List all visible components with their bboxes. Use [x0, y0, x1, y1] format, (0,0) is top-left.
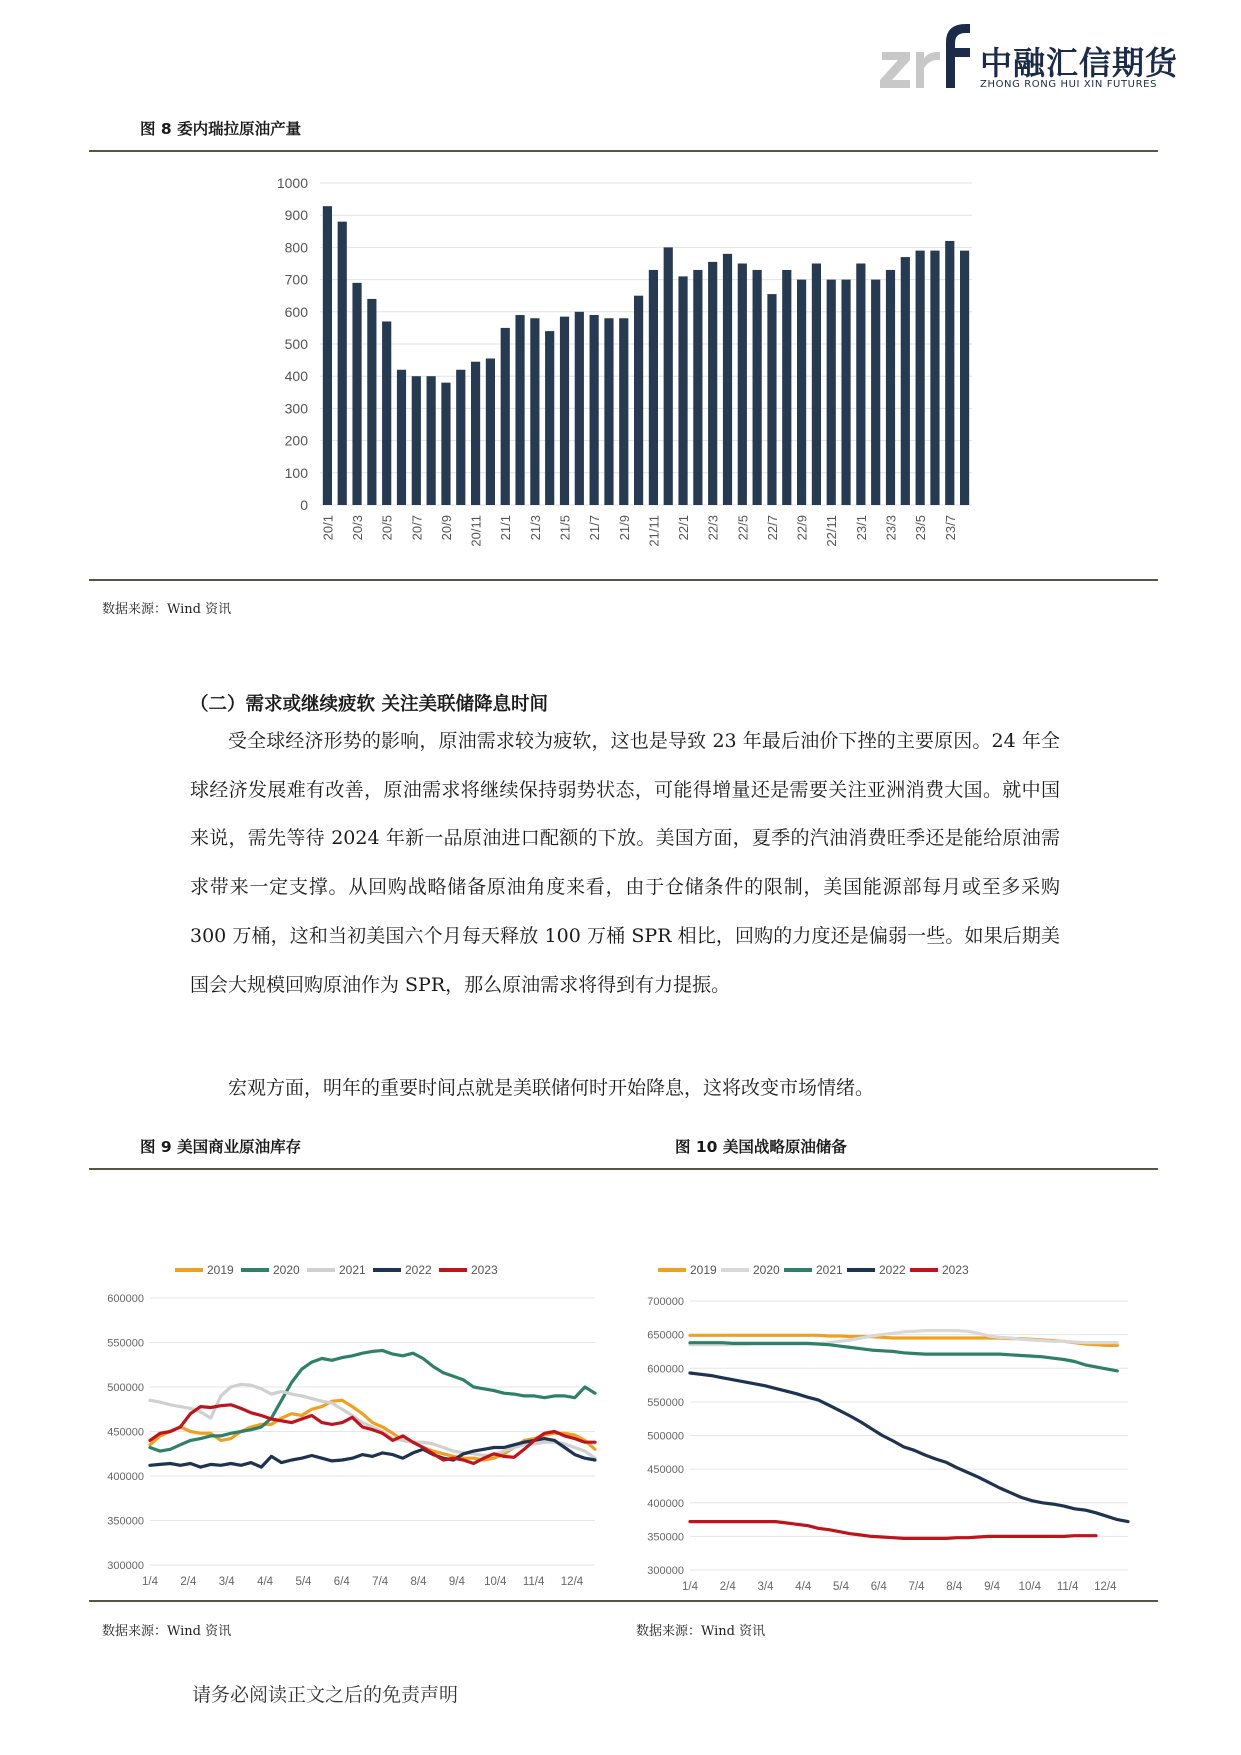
x-tick-label: 22/1: [676, 515, 692, 541]
x-tick-label: 11/4: [522, 1576, 545, 1588]
y-tick-label: 650000: [647, 1329, 684, 1342]
us-strategic-petroleum-reserve-chart: [628, 1185, 1158, 1595]
bar: [782, 270, 791, 505]
bar: [619, 318, 628, 505]
bar: [352, 283, 361, 505]
company-logo-icon: [880, 22, 970, 90]
bar: [545, 331, 554, 505]
x-tick-label: 3/4: [757, 1581, 774, 1593]
x-tick-label: 21/3: [527, 515, 543, 541]
bar: [930, 251, 939, 505]
x-tick-label: 22/9: [794, 515, 810, 541]
us-commercial-crude-inventory-chart: [90, 1185, 625, 1595]
bar: [323, 206, 332, 505]
bar: [960, 251, 969, 505]
y-tick-label: 900: [284, 207, 308, 224]
bar: [678, 276, 687, 505]
y-tick-label: 350000: [647, 1531, 684, 1544]
bar: [723, 254, 732, 505]
legend-label: 2019: [690, 1263, 717, 1277]
x-tick-label: 21/9: [616, 515, 632, 541]
y-tick-label: 600000: [647, 1363, 684, 1376]
venezuela-production-bar-chart: [250, 170, 990, 570]
bar: [841, 280, 850, 505]
bar: [708, 262, 717, 505]
x-tick-label: 9/4: [448, 1576, 465, 1588]
x-tick-label: 21/1: [498, 515, 514, 541]
legend-label: 2021: [816, 1263, 843, 1277]
legend-label: 2020: [753, 1263, 780, 1277]
x-tick-label: 12/4: [1094, 1581, 1117, 1593]
bar: [382, 321, 391, 505]
figure-10-source: 数据来源：Wind 资讯: [636, 1624, 766, 1639]
bar: [456, 370, 465, 505]
x-tick-label: 12/4: [560, 1576, 584, 1588]
bar: [856, 264, 865, 506]
x-tick-label: 5/4: [833, 1581, 850, 1593]
x-tick-label: 22/7: [764, 515, 780, 541]
bar: [916, 251, 925, 505]
series-line-2020: [150, 1351, 595, 1452]
x-tick-label: 6/4: [870, 1581, 887, 1593]
figure-9-10-top-rule: [89, 1168, 1158, 1170]
logo-text: 中融汇信期货: [980, 44, 1179, 82]
section-heading: （二）需求或继续疲软 关注美联储降息时间: [190, 694, 548, 715]
bar: [753, 270, 762, 505]
figure-9-title: 图 9 美国商业原油库存: [140, 1138, 302, 1156]
legend-label: 2020: [273, 1263, 300, 1277]
y-tick-label: 400000: [647, 1497, 684, 1510]
x-tick-label: 23/3: [883, 515, 899, 541]
bar: [812, 264, 821, 506]
plot-area: [107, 1293, 595, 1588]
logo-english-text: ZHONG RONG HUI XIN FUTURES: [980, 79, 1158, 90]
figure-10-title: 图 10 美国战略原油储备: [675, 1138, 847, 1156]
figure-8-title: 图 8 委内瑞拉原油产量: [140, 120, 302, 138]
x-tick-label: 8/4: [946, 1581, 963, 1593]
x-tick-label: 8/4: [410, 1576, 427, 1588]
series-line-2023: [150, 1405, 595, 1464]
series-line-2022: [690, 1373, 1128, 1522]
x-tick-label: 20/9: [438, 515, 454, 541]
legend-label: 2023: [942, 1263, 969, 1277]
bar: [471, 362, 480, 505]
body-paragraph-1: 受全球经济形势的影响，原油需求较为疲软，这也是导致 23 年最后油价下挫的主要原因。24 年全球经济发展难有改善，原油需求将继续保持弱势状态，可能得增量还是需要关注亚洲消费大国。就中国来说，需先等待 2024 年新一品原油进口配额的下放。美国方面，夏季的汽油消费旺季还是能给原油需求带来一定支撑。从回购战略储备原油角度来看，由于仓储条件的限制，美国能源部每月或至多采购 300 万桶，这和当初美国六个月每天释放 100 万桶 SPR 相比，回购的力度还是偏弱一些。如果后期美国会大规模回购原油作为 SPR，那么原油需求将得到有力提振。: [190, 730, 1060, 996]
legend-label: 2022: [879, 1263, 906, 1277]
figure-8-top-rule: [89, 150, 1158, 152]
bar: [441, 383, 450, 505]
x-tick-label: 20/5: [379, 515, 395, 541]
x-tick-label: 6/4: [333, 1576, 350, 1588]
x-tick-label: 20/7: [409, 515, 425, 541]
x-tick-label: 5/4: [295, 1576, 312, 1588]
bar: [397, 370, 406, 505]
y-tick-label: 1000: [276, 175, 308, 191]
legend-label: 2022: [405, 1263, 432, 1277]
bar: [767, 294, 776, 505]
x-tick-label: 23/5: [913, 515, 929, 541]
y-tick-label: 700: [284, 271, 308, 288]
x-tick-label: 22/11: [824, 515, 840, 547]
bar: [367, 299, 376, 505]
x-tick-label: 1/4: [682, 1581, 698, 1593]
y-tick-label: 500000: [647, 1430, 684, 1443]
bar: [515, 315, 524, 505]
y-tick-label: 600: [284, 303, 308, 320]
y-tick-label: 450000: [647, 1464, 684, 1477]
y-tick-label: 550000: [107, 1337, 144, 1350]
y-tick-label: 700000: [647, 1296, 684, 1308]
figure-8-bottom-rule: [89, 579, 1158, 581]
series-line-2022: [150, 1439, 595, 1468]
x-tick-label: 7/4: [372, 1576, 389, 1588]
x-tick-label: 1/4: [142, 1576, 158, 1588]
x-tick-label: 2/4: [180, 1576, 197, 1588]
x-tick-label: 2/4: [719, 1581, 736, 1593]
bar: [797, 280, 806, 505]
x-tick-label: 21/7: [587, 515, 603, 541]
bar: [486, 358, 495, 505]
disclaimer-footer: 请务必阅读正文之后的免责声明: [192, 1684, 459, 1706]
bar: [634, 296, 643, 505]
bar: [530, 318, 539, 505]
bar: [886, 270, 895, 505]
bar: [901, 257, 910, 505]
figure-9-10-bottom-rule: [89, 1600, 1158, 1602]
y-tick-label: 300: [284, 400, 308, 417]
bar: [560, 317, 569, 505]
x-tick-label: 4/4: [795, 1581, 812, 1593]
x-tick-label: 3/4: [218, 1576, 235, 1588]
x-tick-label: 22/3: [705, 515, 721, 541]
x-tick-label: 22/5: [735, 515, 751, 541]
bar: [575, 312, 584, 505]
y-tick-label: 300000: [647, 1565, 684, 1577]
bar: [664, 247, 673, 505]
legend-label: 2019: [207, 1263, 234, 1277]
bar: [945, 241, 954, 505]
plot-area: [647, 1296, 1128, 1593]
x-tick-label: 21/11: [646, 515, 662, 547]
figure-8-source: 数据来源：Wind 资讯: [102, 602, 232, 617]
x-tick-label: 23/7: [942, 515, 958, 541]
bar: [590, 315, 599, 505]
x-tick-label: 10/4: [1018, 1581, 1042, 1593]
x-tick-label: 7/4: [908, 1581, 925, 1593]
bar: [427, 376, 436, 505]
bar: [738, 264, 747, 506]
bar: [693, 270, 702, 505]
x-tick-label: 20/1: [320, 515, 336, 541]
y-tick-label: 600000: [107, 1293, 144, 1305]
y-tick-label: 500: [284, 336, 308, 352]
bar: [604, 318, 613, 505]
legend-label: 2021: [339, 1263, 366, 1277]
y-tick-label: 800: [284, 239, 308, 256]
bar: [501, 328, 510, 505]
figure-9-source: 数据来源：Wind 资讯: [102, 1624, 232, 1639]
x-tick-label: 21/5: [557, 515, 573, 541]
y-tick-label: 500000: [107, 1382, 144, 1394]
y-tick-label: 550000: [647, 1396, 684, 1409]
y-tick-label: 400000: [107, 1471, 144, 1483]
x-tick-label: 9/4: [984, 1581, 1001, 1593]
bar: [412, 376, 421, 505]
y-tick-label: 350000: [107, 1515, 144, 1528]
bar: [649, 270, 658, 505]
y-tick-label: 200: [284, 432, 308, 449]
x-tick-label: 10/4: [484, 1576, 507, 1588]
legend-label: 2023: [471, 1263, 498, 1277]
y-tick-label: 0: [300, 497, 308, 513]
series-line-2021: [690, 1343, 1117, 1371]
x-tick-label: 11/4: [1056, 1581, 1079, 1593]
bar: [827, 280, 836, 505]
bar: [871, 280, 880, 505]
bar: [338, 222, 347, 505]
x-tick-label: 20/3: [350, 515, 366, 541]
y-tick-label: 100: [284, 464, 308, 481]
x-tick-label: 20/11: [468, 515, 484, 547]
y-tick-label: 400: [284, 368, 308, 385]
y-tick-label: 450000: [107, 1426, 144, 1439]
y-tick-label: 300000: [107, 1560, 144, 1572]
x-tick-label: 23/1: [853, 515, 869, 541]
body-paragraph-2: 宏观方面，明年的重要时间点就是美联储何时开始降息，这将改变市场情绪。: [228, 1077, 875, 1099]
x-tick-label: 4/4: [257, 1576, 274, 1588]
